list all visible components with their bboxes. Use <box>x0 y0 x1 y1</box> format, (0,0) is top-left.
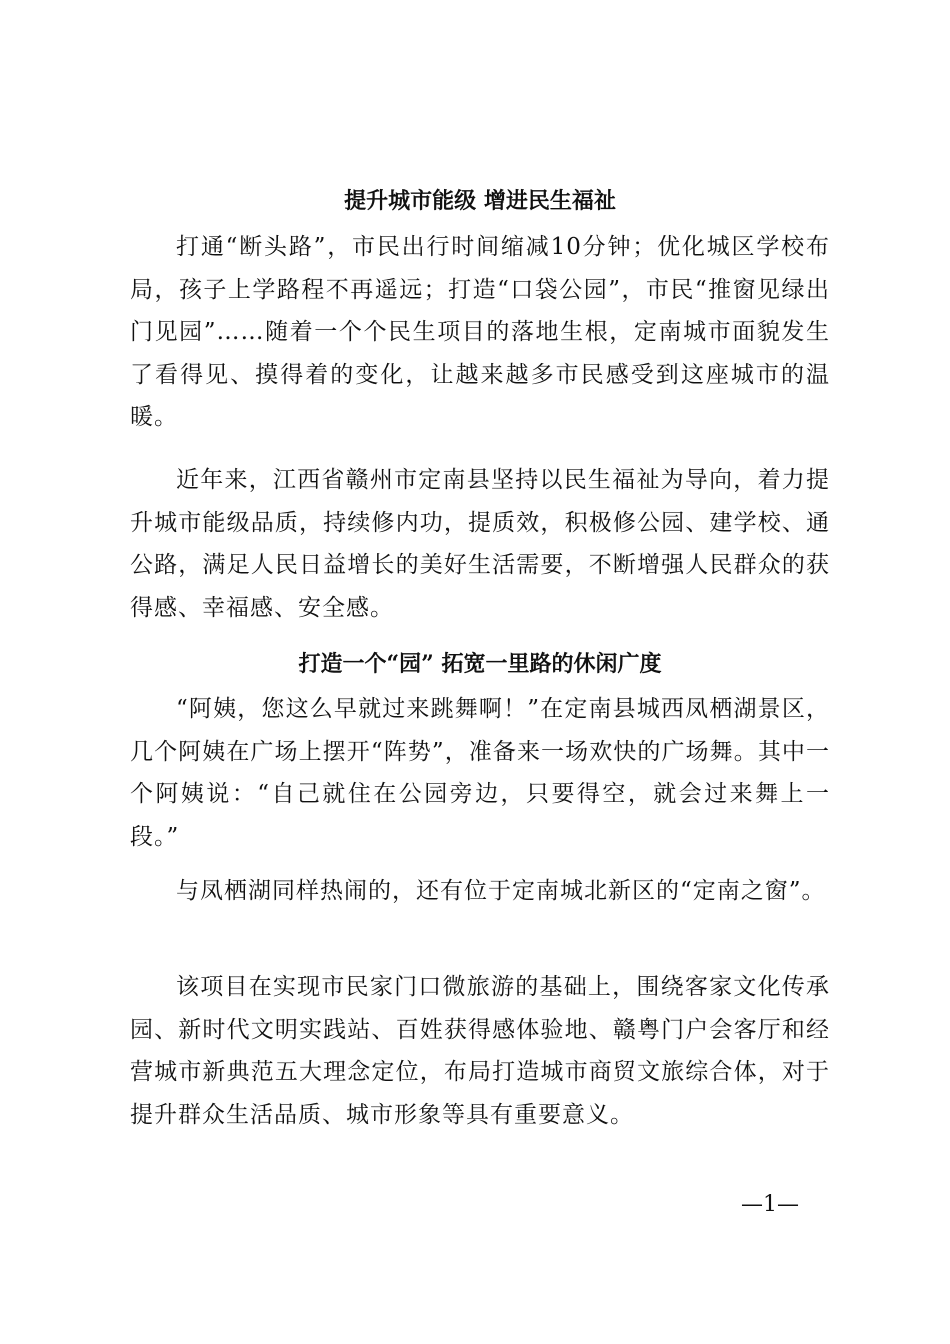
page-number: —1— <box>741 1192 799 1217</box>
paragraph-window: 与凤栖湖同样热闹的，还有位于定南城北新区的“定南之窗”。 <box>176 878 826 904</box>
section-heading: 打造一个“园” 拓宽一里路的休闲广度 <box>298 651 662 677</box>
document-title: 提升城市能级 增进民生福祉 <box>344 188 616 214</box>
paragraph-project: 该项目在实现市民家门口微旅游的基础上，围绕客家文化传承园、新时代文明实践站、百姓获得感体验地、赣粤门户会客厅和经营城市新典范五大理念定位，布局打造城市商贸文旅综合体，对于提升群众生活品质、城市形象等具有重要意义。 <box>130 974 830 1128</box>
paragraph-overview: 近年来，江西省赣州市定南县坚持以民生福祉为导向，着力提升城市能级品质，持续修内功，提质效，积极修公园、建学校、通公路，满足人民日益增长的美好生活需要，不断增强人民群众的获得感、幸福感、安全感。 <box>130 467 830 621</box>
paragraph-dance-quote: “阿姨，您这么早就过来跳舞啊！”在定南县城西凤栖湖景区，几个阿姨在广场上摆开“阵势”，准备来一场欢快的广场舞。其中一个阿姨说：“自己就住在公园旁边，只要得空，就会过来舞上一段。” <box>130 696 830 850</box>
paragraph-intro: 打通“断头路”，市民出行时间缩减10分钟；优化城区学校布局，孩子上学路程不再遥远；打造“口袋公园”，市民“推窗见绿出门见园”……随着一个个民生项目的落地生根，定南城市面貌发生了看得见、摸得着的变化，让越来越多市民感受到这座城市的温暖。 <box>130 234 830 430</box>
